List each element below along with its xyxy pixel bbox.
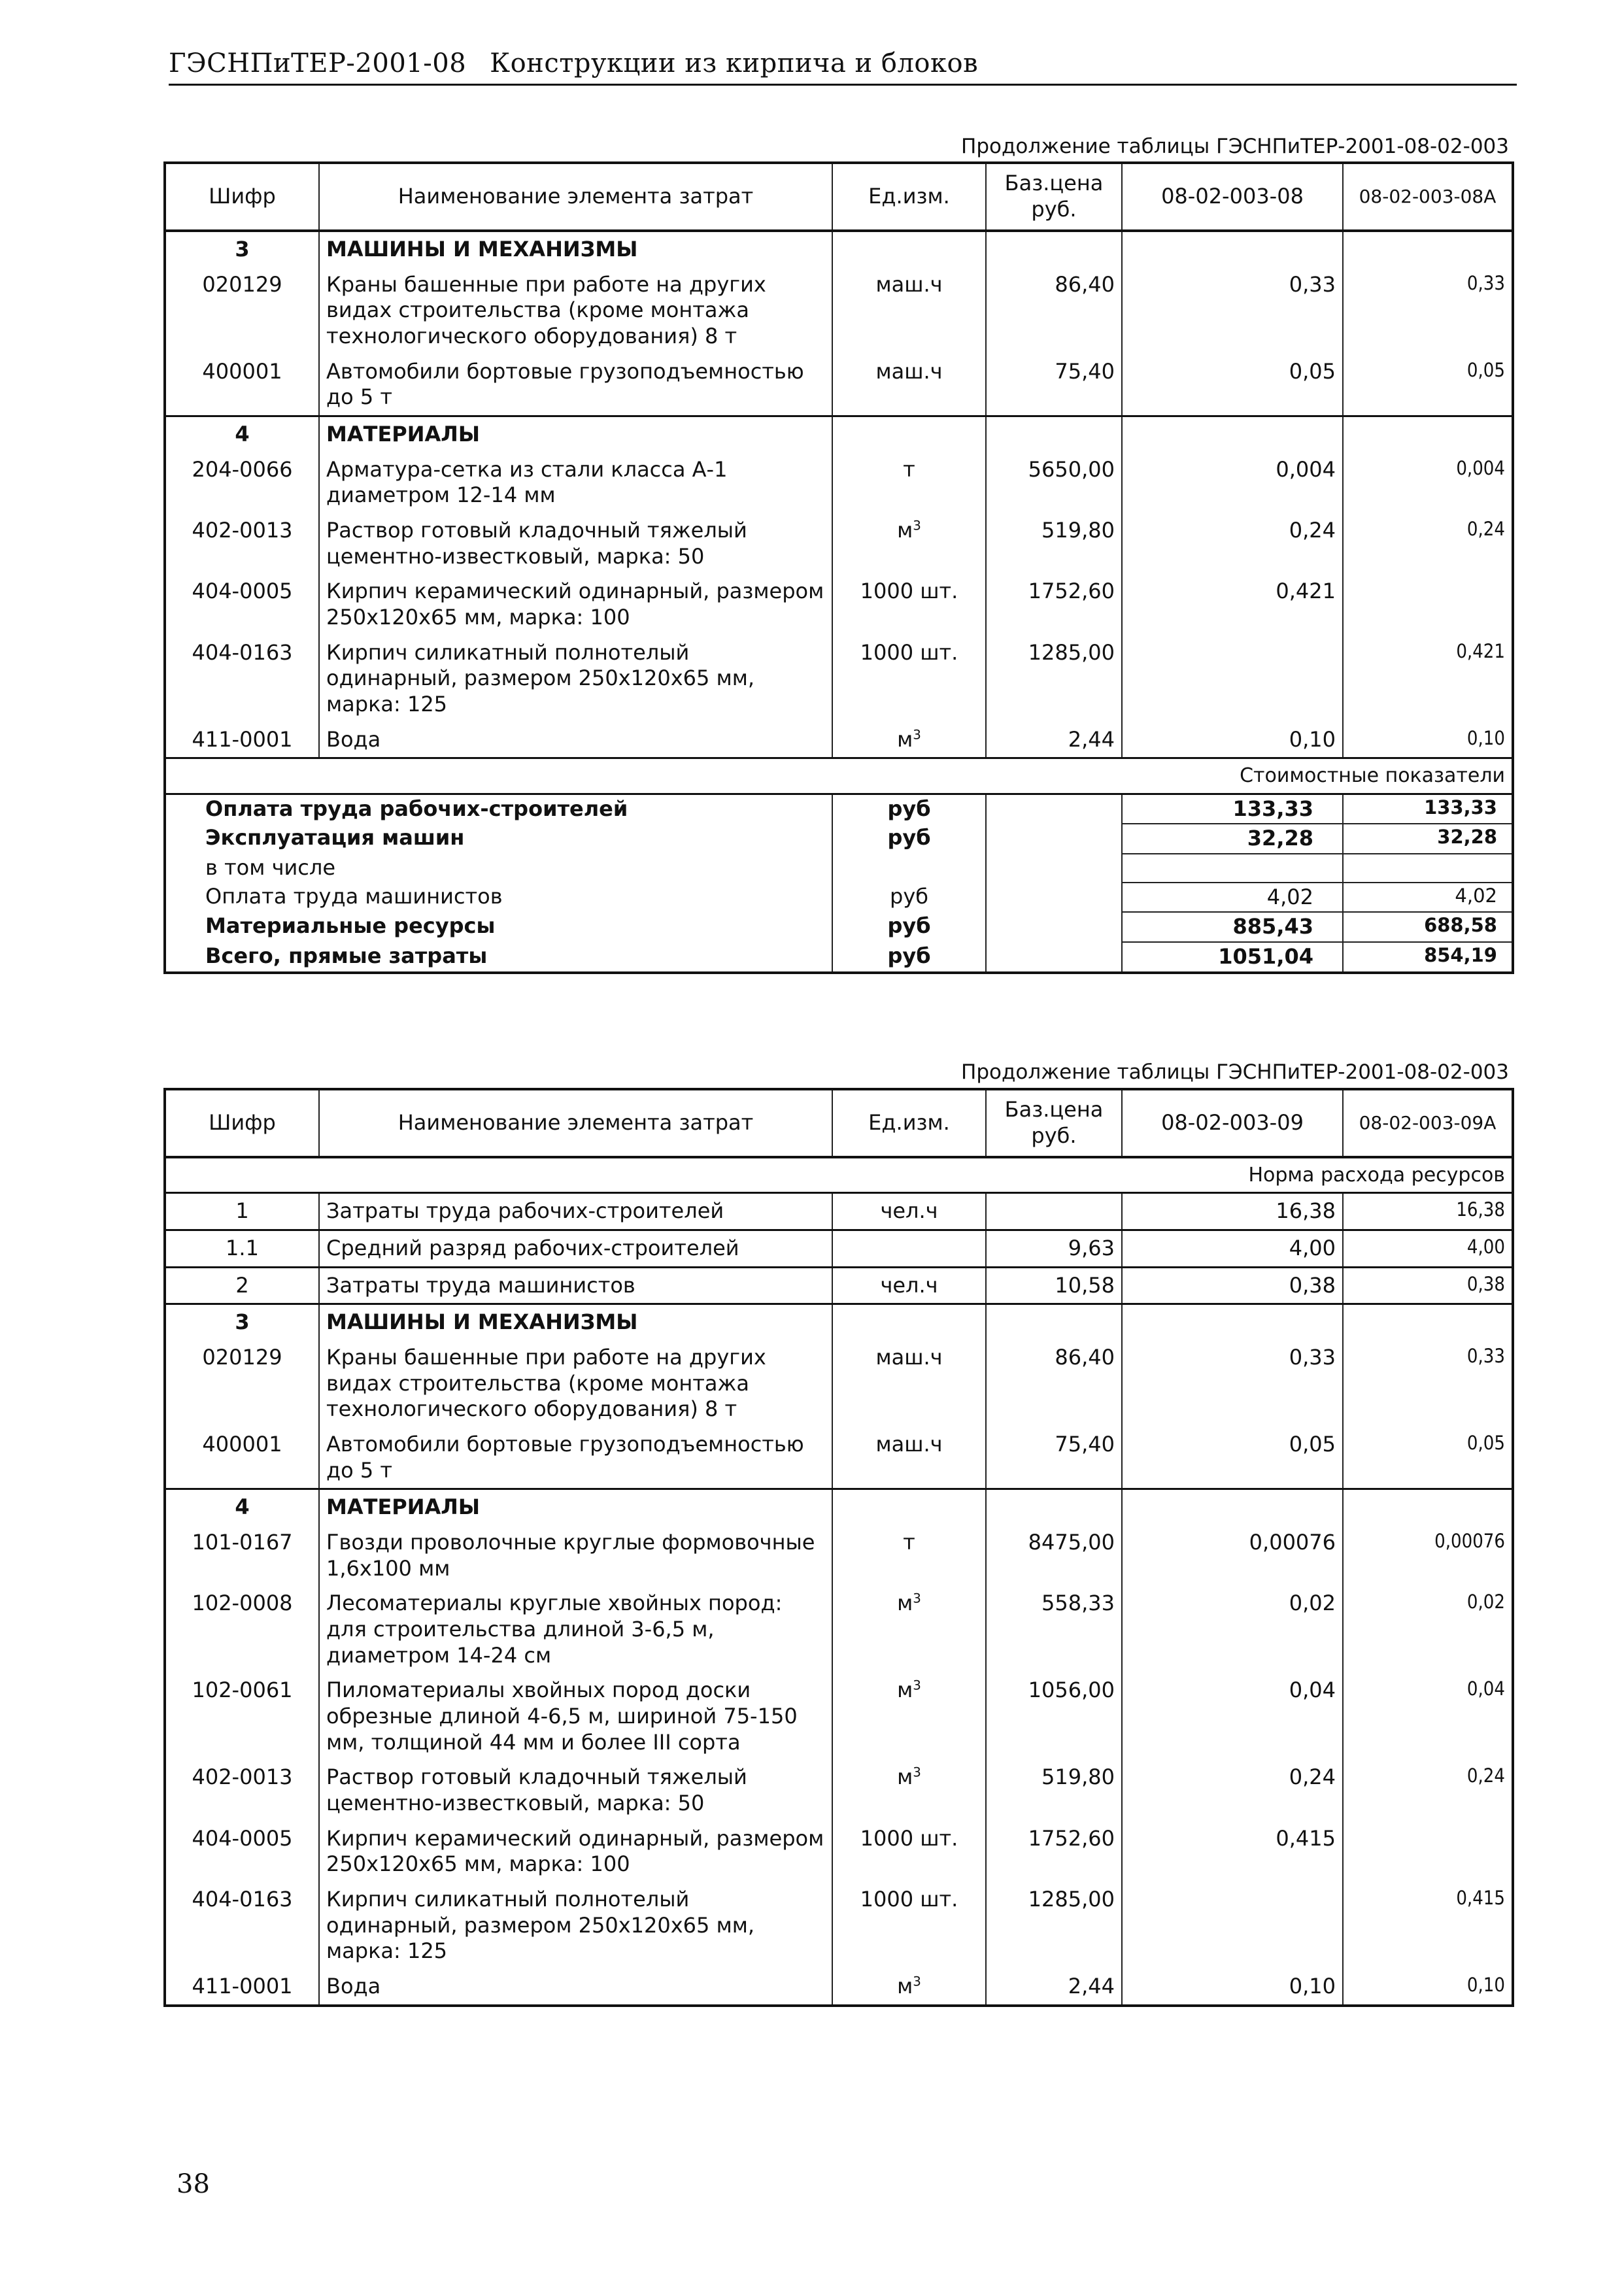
unit-cell [832, 452, 986, 513]
header-code: ГЭСНПиТЕР-2001-08 [169, 48, 467, 78]
price-cell: 5650,00 [986, 452, 1122, 513]
value-1-cell [1122, 1882, 1343, 1969]
band-label: Норма расхода ресурсов [165, 1157, 1513, 1193]
empty-cell [986, 794, 1122, 824]
cost-value-1: 4,02 [1122, 883, 1343, 913]
unit-superscript: 3 [913, 727, 921, 743]
value-1-cell: 0,10 [1122, 722, 1343, 758]
table-row [165, 1969, 1513, 2006]
col-unit-header: Ед.изм. [832, 163, 986, 231]
empty-cell [832, 1304, 986, 1340]
unit-text: т [903, 1529, 915, 1555]
unit-cell [832, 574, 986, 635]
cost-unit: руб [832, 824, 986, 854]
price-cell: 1752,60 [986, 1821, 1122, 1882]
table-header-row [165, 1089, 1513, 1157]
unit-cell [832, 1230, 986, 1267]
empty-cell [1343, 416, 1513, 452]
cost-value-1: 885,43 [1122, 912, 1343, 942]
resource-table-1 [163, 161, 1514, 974]
table-row [165, 574, 1513, 635]
name-cell: Гвозди проволочные круглые формовочные 1,6х100 мм [319, 1525, 832, 1586]
cost-row [165, 942, 1513, 973]
table-2-caption: Продолжение таблицы ГЭСНПиТЕР-2001-08-02-003 [961, 1060, 1509, 1084]
band-label: Стоимостные показатели [165, 758, 1513, 794]
unit-cell [832, 1427, 986, 1489]
unit-text: м [897, 518, 913, 543]
cost-label: Эксплуатация машин [205, 825, 465, 851]
cost-row [165, 824, 1513, 854]
cost-label: Оплата труда машинистов [205, 883, 503, 909]
cost-unit: руб [832, 942, 986, 973]
code-cell: 1.1 [165, 1230, 319, 1267]
table-row [165, 354, 1513, 416]
col-value-2-header: 08-02-003-08А [1343, 163, 1513, 231]
cost-value-1: 1051,04 [1122, 942, 1343, 973]
unit-cell [832, 1525, 986, 1586]
name-cell: Средний разряд рабочих-строителей [319, 1230, 832, 1267]
value-2-cell: 0,02 [1343, 1586, 1513, 1673]
value-2-cell: 0,05 [1343, 354, 1513, 416]
unit-text: 1000 шт. [860, 639, 958, 665]
name-cell: Автомобили бортовые грузоподъемностью до 5 т [319, 354, 832, 416]
price-cell: 1752,60 [986, 574, 1122, 635]
unit-text: 1000 шт. [860, 579, 958, 604]
price-cell: 75,40 [986, 1427, 1122, 1489]
table-row [165, 1525, 1513, 1586]
table-header-row [165, 163, 1513, 231]
resource-table-2 [163, 1088, 1514, 2007]
cost-value-1 [1122, 854, 1343, 883]
cost-unit: руб [832, 883, 986, 913]
code-cell: 404-0163 [165, 635, 319, 722]
table-row [165, 1427, 1513, 1489]
cost-value-1: 133,33 [1122, 794, 1343, 824]
empty-cell [1343, 1304, 1513, 1340]
name-cell: Краны башенные при работе на других видах строительства (кроме монтажа технологического оборудования) 8 т [319, 1340, 832, 1427]
value-1-cell: 0,02 [1122, 1586, 1343, 1673]
price-cell: 1285,00 [986, 1882, 1122, 1969]
unit-cell [832, 1882, 986, 1969]
unit-text: 1000 шт. [860, 1825, 958, 1851]
unit-text: м [897, 1591, 913, 1616]
value-1-cell: 0,00076 [1122, 1525, 1343, 1586]
unit-cell [832, 267, 986, 354]
section-row [165, 416, 1513, 452]
cost-value-2: 133,33 [1343, 794, 1513, 824]
value-2-cell: 0,38 [1343, 1267, 1513, 1304]
table-row [165, 1673, 1513, 1760]
unit-cell [832, 1340, 986, 1427]
value-1-cell: 16,38 [1122, 1193, 1343, 1230]
section-title: МАШИНЫ И МЕХАНИЗМЫ [319, 231, 832, 267]
code-cell: 402-0013 [165, 513, 319, 574]
unit-text: чел.ч [880, 1198, 938, 1224]
unit-cell [832, 1267, 986, 1304]
value-1-cell: 0,421 [1122, 574, 1343, 635]
header-title: Конструкции из кирпича и блоков [490, 48, 979, 78]
value-2-cell: 0,00076 [1343, 1525, 1513, 1586]
table-row [165, 1882, 1513, 1969]
price-cell: 2,44 [986, 722, 1122, 758]
unit-text: маш.ч [875, 1431, 943, 1457]
name-cell: Кирпич силикатный полнотелый одинарный, размером 250х120х65 мм, марка: 125 [319, 635, 832, 722]
col-name-header: Наименование элемента затрат [319, 1089, 832, 1157]
section-row [165, 1489, 1513, 1525]
empty-cell [1122, 1489, 1343, 1525]
empty-cell [1343, 231, 1513, 267]
cost-unit: руб [832, 912, 986, 942]
empty-cell [986, 416, 1122, 452]
price-cell: 558,33 [986, 1586, 1122, 1673]
price-cell: 10,58 [986, 1267, 1122, 1304]
empty-cell [986, 912, 1122, 942]
section-code: 3 [165, 231, 319, 267]
code-cell: 404-0005 [165, 1821, 319, 1882]
empty-cell [986, 231, 1122, 267]
empty-cell [1122, 416, 1343, 452]
value-1-cell: 0,004 [1122, 452, 1343, 513]
code-cell: 2 [165, 1267, 319, 1304]
col-code-header: Шифр [165, 163, 319, 231]
cost-value-2: 32,28 [1343, 824, 1513, 854]
section-title: МАТЕРИАЛЫ [319, 416, 832, 452]
price-cell: 1285,00 [986, 635, 1122, 722]
cost-value-2: 688,58 [1343, 912, 1513, 942]
value-1-cell: 0,24 [1122, 513, 1343, 574]
table-1-caption: Продолжение таблицы ГЭСНПиТЕР-2001-08-02-003 [961, 135, 1509, 158]
table-row [165, 1267, 1513, 1304]
value-2-cell: 0,421 [1343, 635, 1513, 722]
unit-cell [832, 354, 986, 416]
name-cell: Вода [319, 722, 832, 758]
empty-cell [1343, 1489, 1513, 1525]
value-1-cell: 0,04 [1122, 1673, 1343, 1760]
cost-label: Всего, прямые затраты [205, 943, 488, 968]
unit-cell [832, 1586, 986, 1673]
unit-text: маш.ч [875, 271, 943, 297]
code-cell: 411-0001 [165, 1969, 319, 2006]
value-1-cell: 0,10 [1122, 1969, 1343, 2006]
band-row [165, 1157, 1513, 1193]
code-cell: 411-0001 [165, 722, 319, 758]
name-cell: Затраты труда машинистов [319, 1267, 832, 1304]
price-cell: 8475,00 [986, 1525, 1122, 1586]
code-cell: 101-0167 [165, 1525, 319, 1586]
code-cell: 400001 [165, 1427, 319, 1489]
table-row [165, 1586, 1513, 1673]
table-row [165, 1821, 1513, 1882]
price-cell: 519,80 [986, 1760, 1122, 1821]
table-row [165, 1230, 1513, 1267]
empty-cell [832, 231, 986, 267]
cost-label: Материальные ресурсы [205, 913, 496, 939]
empty-cell [832, 416, 986, 452]
unit-superscript: 3 [913, 1974, 921, 1989]
empty-cell [986, 942, 1122, 973]
value-2-cell: 0,04 [1343, 1673, 1513, 1760]
value-1-cell [1122, 635, 1343, 722]
value-1-cell: 4,00 [1122, 1230, 1343, 1267]
unit-superscript: 3 [913, 1678, 921, 1693]
table-row [165, 452, 1513, 513]
section-title: МАТЕРИАЛЫ [319, 1489, 832, 1525]
page-number: 38 [177, 2169, 210, 2199]
empty-cell [986, 824, 1122, 854]
value-2-cell: 0,33 [1343, 267, 1513, 354]
table-row [165, 635, 1513, 722]
code-cell: 020129 [165, 267, 319, 354]
empty-cell [986, 1304, 1122, 1340]
section-row [165, 1304, 1513, 1340]
value-2-cell: 16,38 [1343, 1193, 1513, 1230]
cost-row [165, 794, 1513, 824]
empty-cell [986, 1489, 1122, 1525]
price-cell: 2,44 [986, 1969, 1122, 2006]
name-cell: Пиломатериалы хвойных пород доски обрезные длиной 4-6,5 м, шириной 75-150 мм, толщиной 44 мм и более III сорта [319, 1673, 832, 1760]
cost-unit: руб [832, 794, 986, 824]
col-name-header: Наименование элемента затрат [319, 163, 832, 231]
name-cell: Краны башенные при работе на других видах строительства (кроме монтажа технологического оборудования) 8 т [319, 267, 832, 354]
name-cell: Затраты труда рабочих-строителей [319, 1193, 832, 1230]
name-cell: Вода [319, 1969, 832, 2006]
section-code: 4 [165, 1489, 319, 1525]
table-row [165, 1760, 1513, 1821]
code-cell: 204-0066 [165, 452, 319, 513]
table-row [165, 1193, 1513, 1230]
section-code: 4 [165, 416, 319, 452]
code-cell: 402-0013 [165, 1760, 319, 1821]
table-row [165, 722, 1513, 758]
value-2-cell: 0,10 [1343, 722, 1513, 758]
code-cell: 102-0008 [165, 1586, 319, 1673]
empty-cell [986, 883, 1122, 913]
col-value-1-header: 08-02-003-08 [1122, 163, 1343, 231]
value-2-cell [1343, 1821, 1513, 1882]
value-2-cell: 4,00 [1343, 1230, 1513, 1267]
code-cell: 020129 [165, 1340, 319, 1427]
code-cell: 1 [165, 1193, 319, 1230]
cost-row [165, 912, 1513, 942]
cost-label: Оплата труда рабочих-строителей [205, 796, 628, 821]
col-value-1-header: 08-02-003-09 [1122, 1089, 1343, 1157]
name-cell: Кирпич силикатный полнотелый одинарный, размером 250х120х65 мм, марка: 125 [319, 1882, 832, 1969]
code-cell: 404-0005 [165, 574, 319, 635]
cost-unit [832, 854, 986, 883]
value-2-cell: 0,24 [1343, 513, 1513, 574]
unit-text: м [897, 1678, 913, 1703]
band-row [165, 758, 1513, 794]
cost-value-1: 32,28 [1122, 824, 1343, 854]
col-unit-header: Ед.изм. [832, 1089, 986, 1157]
table-row [165, 1340, 1513, 1427]
unit-text: маш.ч [875, 1344, 943, 1370]
value-2-cell: 0,33 [1343, 1340, 1513, 1427]
cost-label: в том числе [205, 854, 335, 880]
unit-superscript: 3 [913, 1591, 921, 1606]
value-2-cell: 0,10 [1343, 1969, 1513, 2006]
section-title: МАШИНЫ И МЕХАНИЗМЫ [319, 1304, 832, 1340]
value-1-cell: 0,33 [1122, 267, 1343, 354]
unit-cell [832, 1673, 986, 1760]
empty-cell [1122, 231, 1343, 267]
value-2-cell: 0,24 [1343, 1760, 1513, 1821]
unit-cell [832, 1760, 986, 1821]
price-cell: 9,63 [986, 1230, 1122, 1267]
unit-text: м [897, 1764, 913, 1790]
unit-text: 1000 шт. [860, 1886, 958, 1912]
value-1-cell: 0,24 [1122, 1760, 1343, 1821]
unit-cell [832, 1821, 986, 1882]
table-row [165, 513, 1513, 574]
name-cell: Кирпич керамический одинарный, размером 250х120х65 мм, марка: 100 [319, 574, 832, 635]
code-cell: 400001 [165, 354, 319, 416]
col-code-header: Шифр [165, 1089, 319, 1157]
name-cell: Лесоматериалы круглые хвойных пород: для строительства длиной 3-6,5 м, диаметром 14-24 см [319, 1586, 832, 1673]
section-code: 3 [165, 1304, 319, 1340]
unit-text: маш.ч [875, 358, 943, 384]
table-row [165, 267, 1513, 354]
empty-cell [986, 854, 1122, 883]
cost-row [165, 854, 1513, 883]
unit-text: м [897, 726, 913, 752]
price-cell: 1056,00 [986, 1673, 1122, 1760]
name-cell: Раствор готовый кладочный тяжелый цементно-известковый, марка: 50 [319, 1760, 832, 1821]
value-2-cell [1343, 574, 1513, 635]
unit-cell [832, 722, 986, 758]
col-price-header: Баз.цена руб. [986, 163, 1122, 231]
unit-superscript: 3 [913, 518, 921, 533]
col-price-header: Баз.цена руб. [986, 1089, 1122, 1157]
value-2-cell: 0,05 [1343, 1427, 1513, 1489]
unit-text: чел.ч [880, 1272, 938, 1298]
price-cell: 519,80 [986, 513, 1122, 574]
cost-value-2: 4,02 [1343, 883, 1513, 913]
empty-cell [832, 1489, 986, 1525]
value-1-cell: 0,05 [1122, 1427, 1343, 1489]
unit-superscript: 3 [913, 1764, 921, 1780]
code-cell: 404-0163 [165, 1882, 319, 1969]
unit-text: т [903, 456, 915, 482]
price-cell: 86,40 [986, 1340, 1122, 1427]
col-value-2-header: 08-02-003-09А [1343, 1089, 1513, 1157]
cost-value-2: 854,19 [1343, 942, 1513, 973]
cost-row [165, 883, 1513, 913]
cost-value-2 [1343, 854, 1513, 883]
price-cell: 86,40 [986, 267, 1122, 354]
value-1-cell: 0,415 [1122, 1821, 1343, 1882]
price-cell [986, 1193, 1122, 1230]
unit-cell [832, 1969, 986, 2006]
name-cell: Кирпич керамический одинарный, размером 250х120х65 мм, марка: 100 [319, 1821, 832, 1882]
name-cell: Автомобили бортовые грузоподъемностью до 5 т [319, 1427, 832, 1489]
value-2-cell: 0,415 [1343, 1882, 1513, 1969]
page-header [169, 48, 1517, 86]
value-1-cell: 0,33 [1122, 1340, 1343, 1427]
section-row [165, 231, 1513, 267]
value-1-cell: 0,38 [1122, 1267, 1343, 1304]
price-cell: 75,40 [986, 354, 1122, 416]
value-2-cell: 0,004 [1343, 452, 1513, 513]
value-1-cell: 0,05 [1122, 354, 1343, 416]
empty-cell [1122, 1304, 1343, 1340]
unit-cell [832, 635, 986, 722]
name-cell: Раствор готовый кладочный тяжелый цементно-известковый, марка: 50 [319, 513, 832, 574]
name-cell: Арматура-сетка из стали класса А-1 диаметром 12-14 мм [319, 452, 832, 513]
unit-text: м [897, 1973, 913, 1999]
unit-cell [832, 1193, 986, 1230]
unit-cell [832, 513, 986, 574]
code-cell: 102-0061 [165, 1673, 319, 1760]
